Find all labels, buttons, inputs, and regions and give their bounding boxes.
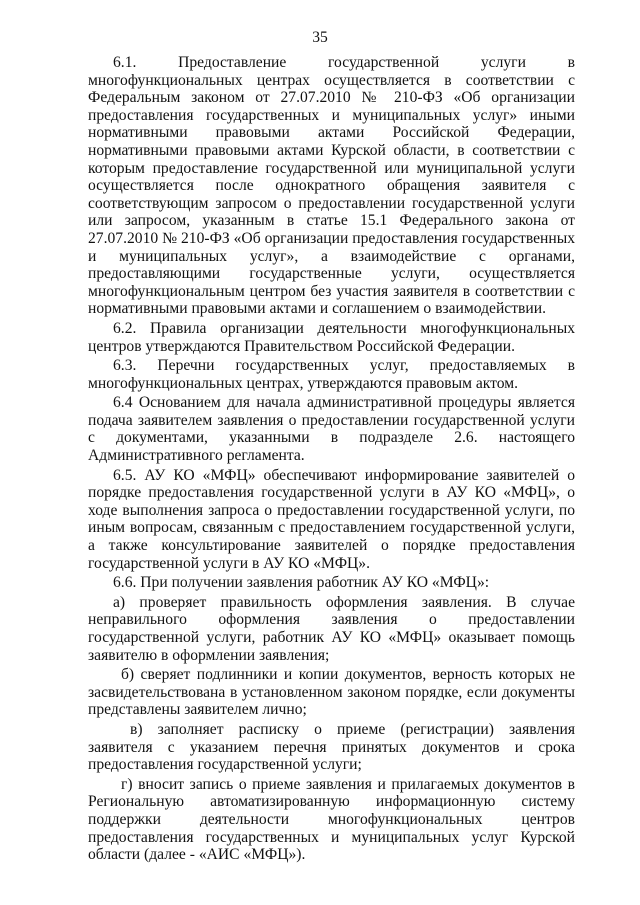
paragraph-6-2: 6.2. Правила организации деятельности многофункциональных центров утверждаются Правительством Российской Федерации. xyxy=(88,319,575,355)
paragraph-6-6: 6.6. При получении заявления работник АУ КО «МФЦ»: xyxy=(113,574,490,592)
paragraph-6-6-v: в) заполняет расписку о приеме (регистрации) заявления заявителя с указанием перечня принятых документов и срока предоставления государственной услуги; xyxy=(88,720,575,774)
page-number: 35 xyxy=(312,29,328,46)
paragraph-6-1: 6.1. Предоставление государственной услуги в многофункциональных центрах осуществляется в соответствии с Федеральным законом от 27.07.2010 № 210-ФЗ «Об организации предоставления государственных и муниципальных услуг» иными нормативными правовыми актами Российской Федерации, нормативными правовыми актами Курской области, в соответствии с которым предоставление государственной или муниципальной услуги осуществляется после однократного обращения заявителя с соответствующим запросом о предоставлении государственной услуги или запросом, указанным в статье 15.1 Федерального закона от 27.07.2010 № 210-ФЗ «Об организации предоставления государственных и муниципальных услуг», а взаимодействие с органами, предоставляющими государственные услуги, осуществляется многофункциональным центром без участия заявителя в соответствии с нормативными правовыми актами и соглашением о взаимодействии. xyxy=(88,54,575,318)
paragraph-6-6-b: б) сверяет подлинники и копии документов, верность которых не засвидетельствована в установленном законом порядке, если документы представлены заявителем лично; xyxy=(88,666,575,719)
document-body xyxy=(88,54,575,866)
paragraph-6-6-a: а) проверяет правильность оформления заявления. В случае неправильного оформления заявления о предоставлении государственной услуги, работник АУ КО «МФЦ» оказывает помощь заявителю в оформлении заявления; xyxy=(88,593,575,664)
paragraph-6-6-g: г) вносит запись о приеме заявления и прилагаемых документов в Региональную автоматизированную информационную систему поддержки деятельности многофункциональных центров предоставления государственных и муниципальных услуг Курской области (далее - «АИС «МФЦ»). xyxy=(88,775,575,864)
paragraph-6-3: 6.3. Перечни государственных услуг, предоставляемых в многофункциональных центрах, утверждаются правовым актом. xyxy=(88,357,575,392)
paragraph-6-4: 6.4 Основанием для начала административной процедуры является подача заявителем заявления о предоставлении государственной услуги с документами, указанными в подразделе 2.6. настоящего Административного регламента. xyxy=(88,394,575,465)
paragraph-6-5: 6.5. АУ КО «МФЦ» обеспечивают информирование заявителей о порядке предоставления государственной услуги в АУ КО «МФЦ», о ходе выполнения запроса о предоставлении государственной услуги, по иным вопросам, связанным с предоставлением государственной услуги, а также консультирование заявителей о порядке предоставления государственной услуги в АУ КО «МФЦ». xyxy=(88,466,575,572)
